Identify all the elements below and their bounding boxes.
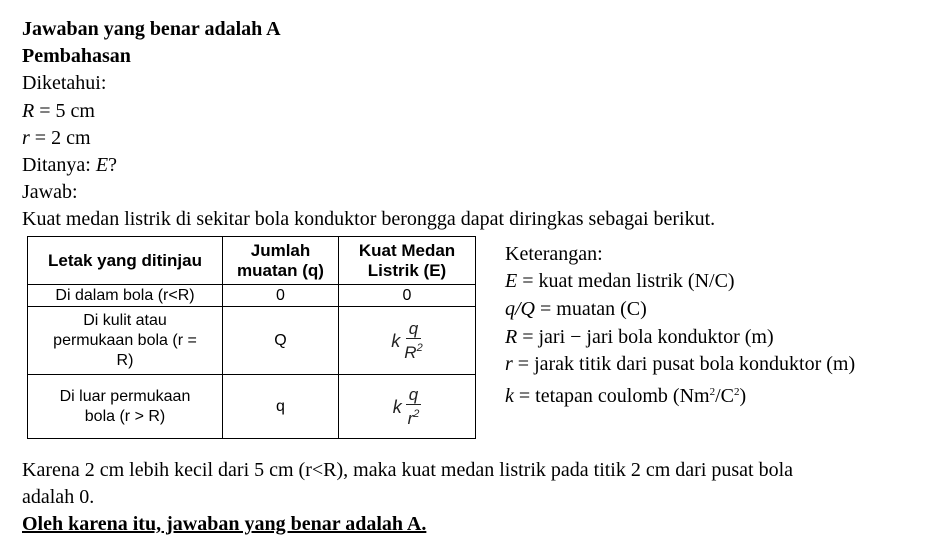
table-cell-charge: q — [223, 375, 339, 439]
known-radius-outer: R = 5 cm — [22, 100, 95, 122]
table-header: Letak yang ditinjau — [28, 237, 223, 285]
legend-item: k = tetapan coulomb $(Nm^2/C^2)$ — [505, 385, 747, 407]
table-cell-charge: 0 — [223, 285, 339, 307]
table-cell-location: Di kulit atau permukaan bola (r = R) — [28, 307, 223, 375]
table-cell-charge: Q — [223, 307, 339, 375]
asked-line: Ditanya: E? — [22, 154, 117, 176]
table-cell-location: Di luar permukaan bola (r > R) — [28, 375, 223, 439]
known-label: Diketahui: — [22, 72, 107, 94]
legend-item: R = jari − jari bola konduktor (m) — [505, 326, 774, 348]
legend-title: Keterangan: — [505, 243, 603, 265]
answer-heading: Jawaban yang benar adalah A — [22, 18, 281, 40]
table-cell-field: 0 — [339, 285, 476, 307]
discussion-heading: Pembahasan — [22, 45, 131, 67]
legend-item: q/Q = muatan (C) — [505, 298, 647, 320]
table-header: Jumlah muatan (q) — [223, 237, 339, 285]
legend-item: r = jarak titik dari pusat bola konduktor (m) — [505, 353, 856, 375]
known-radius-point: r = 2 cm — [22, 127, 91, 149]
table-row — [28, 285, 476, 307]
answer-label: Jawab: — [22, 181, 78, 203]
field-formula: k q $R^2$ — [391, 319, 423, 362]
legend-item: E = kuat medan listrik (N/C) — [505, 270, 735, 292]
table-header: Kuat Medan Listrik (E) — [339, 237, 476, 285]
field-formula: k q $r^2$ — [392, 385, 420, 428]
table-cell-field — [339, 375, 476, 439]
intro-text: Kuat medan listrik di sekitar bola konduktor berongga dapat diringkas sebagai berikut. — [22, 208, 716, 230]
table-row — [28, 375, 476, 439]
field-summary-table — [27, 236, 476, 439]
table-cell-field — [339, 307, 476, 375]
table-row — [28, 307, 476, 375]
conclusion-line-1: Karena 2 cm lebih kecil dari 5 cm (r<R), maka kuat medan listrik pada titik 2 cm dari pusat bola — [22, 459, 794, 481]
conclusion-line-2: adalah 0. — [22, 486, 95, 508]
final-answer: Oleh karena itu, jawaban yang benar adalah A. — [22, 513, 427, 535]
table-cell-location: Di dalam bola (r<R) — [28, 285, 223, 307]
